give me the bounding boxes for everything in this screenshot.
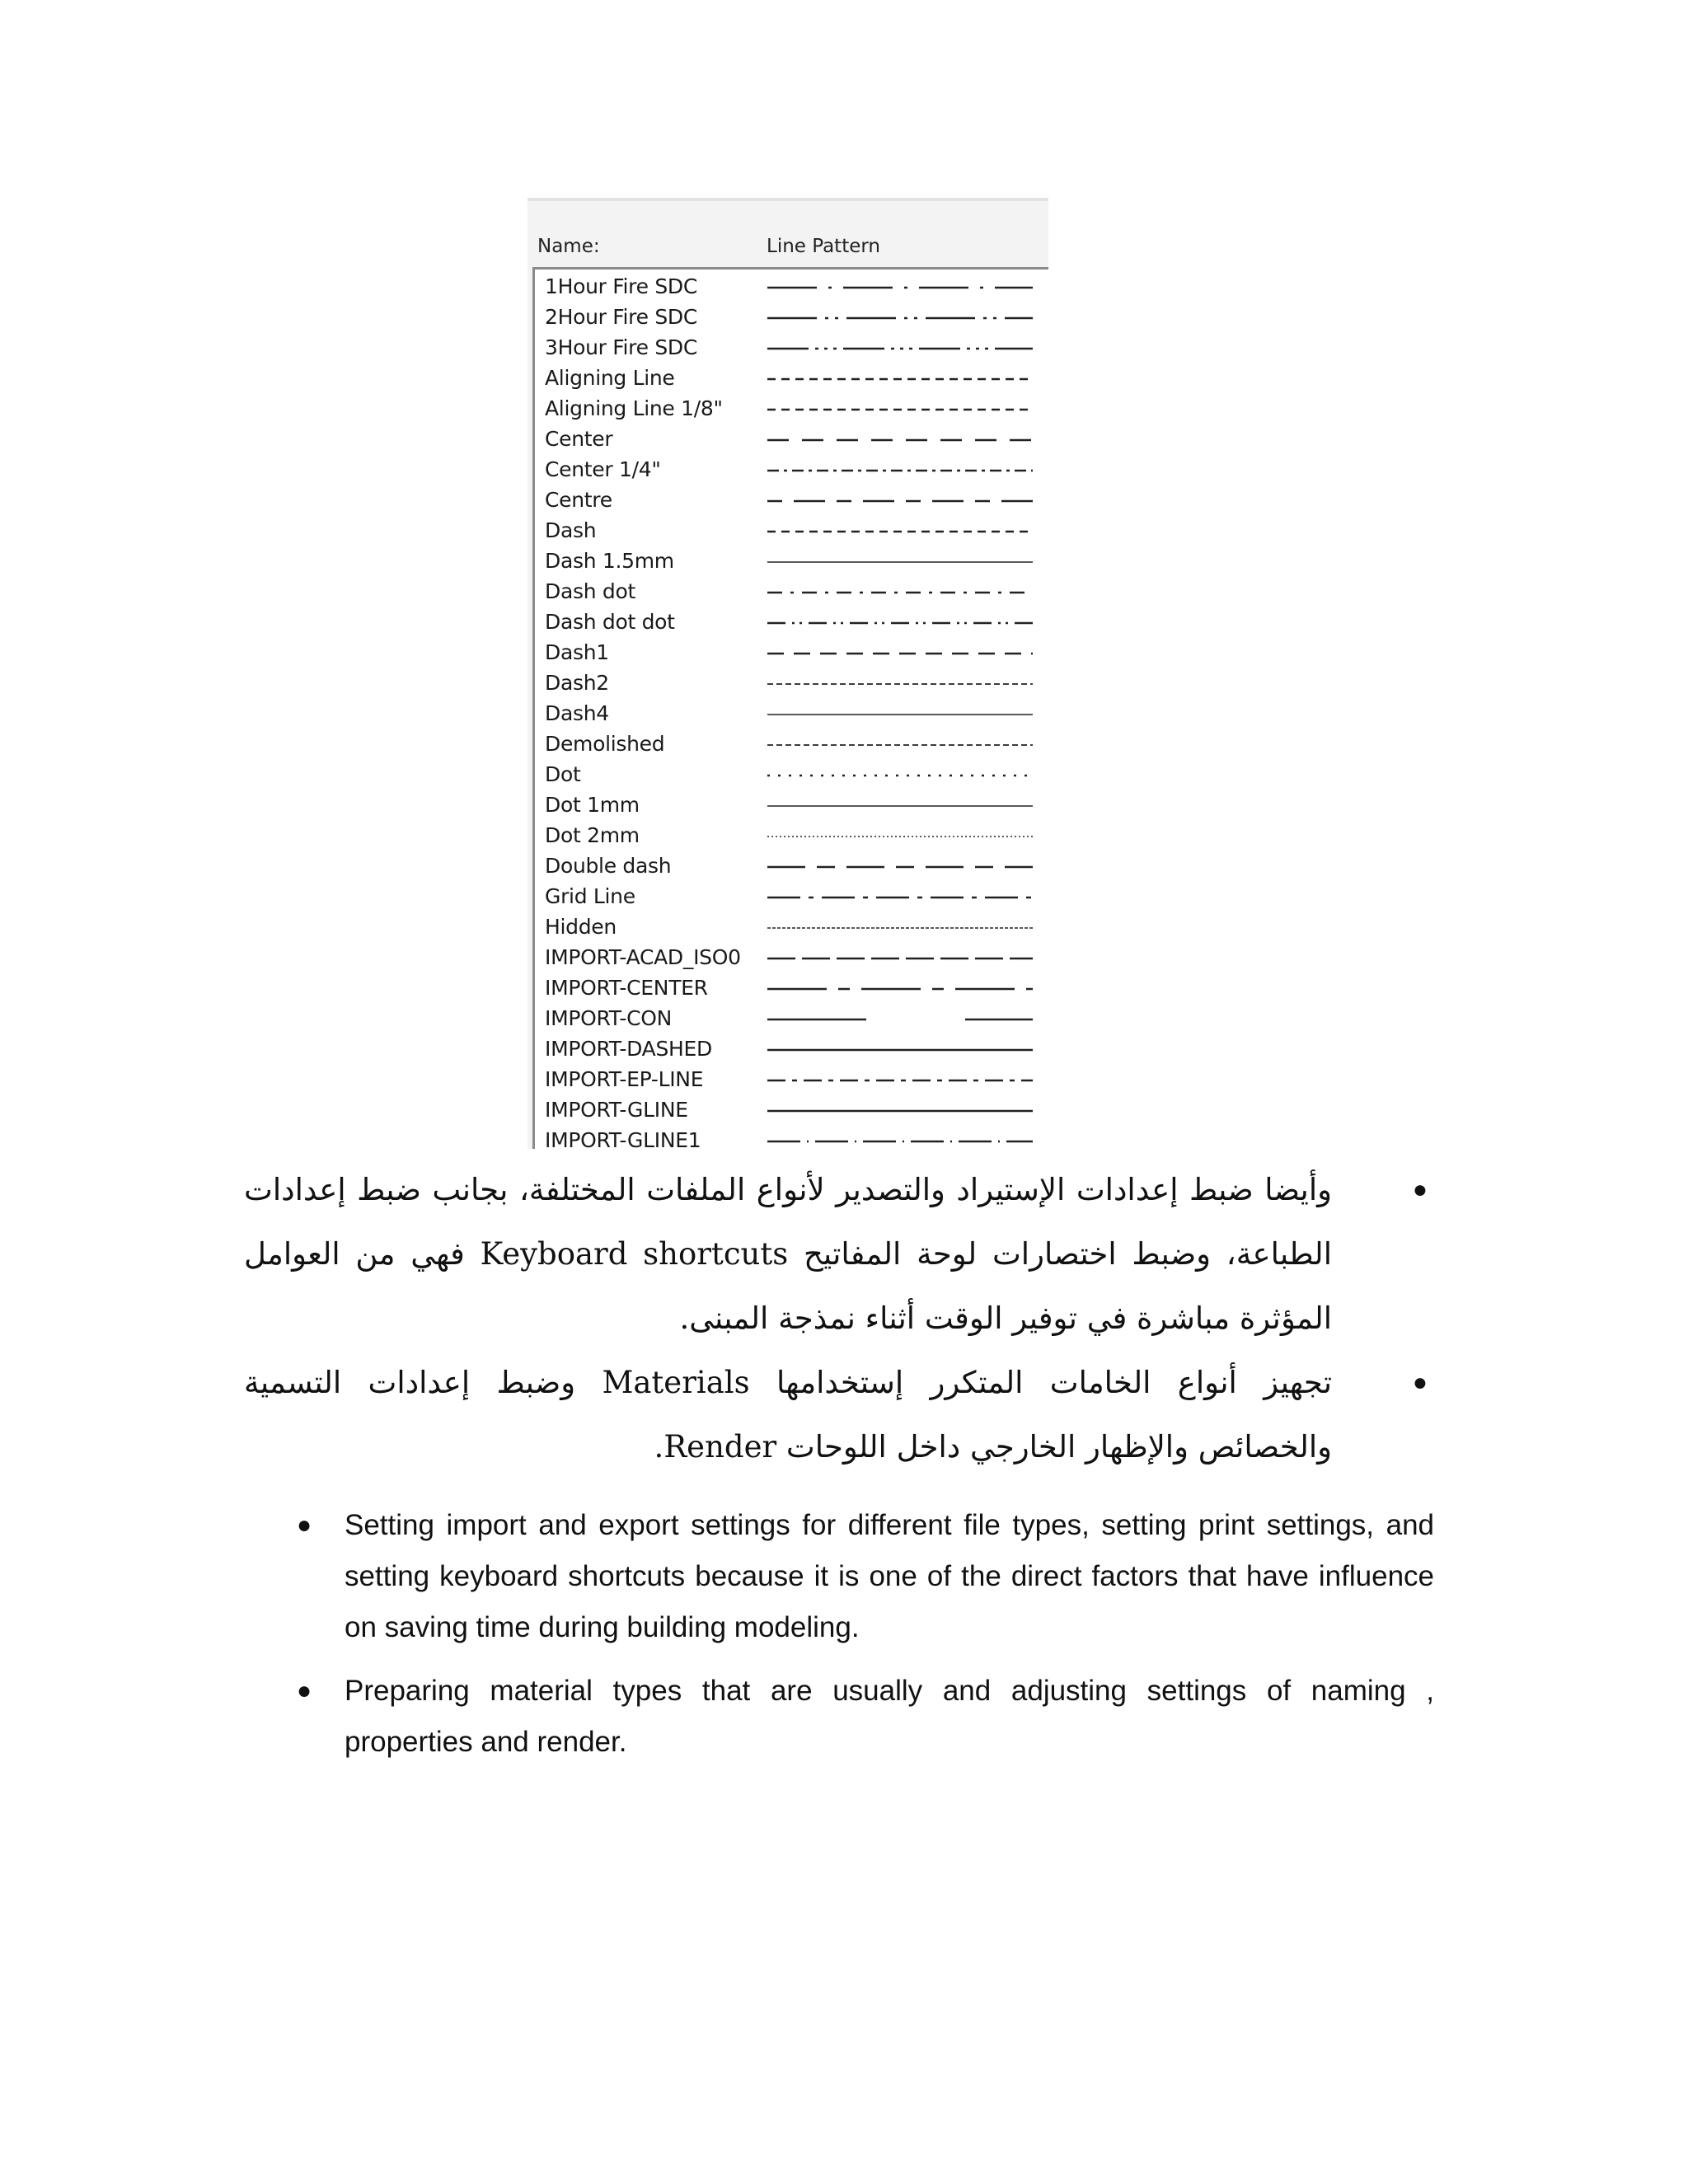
line-pattern-preview [766,883,1038,913]
line-pattern-row[interactable] [535,1127,1048,1149]
line-pattern-name: Dot 1mm [545,793,640,817]
line-pattern-row[interactable] [535,1066,1048,1096]
column-header-line-pattern[interactable]: Line Pattern [767,236,880,257]
line-pattern-preview [766,700,1038,730]
line-pattern-preview [766,608,1038,639]
line-pattern-name: Dash dot dot [545,610,675,634]
line-pattern-name: Centre [545,488,612,512]
line-pattern-row[interactable] [535,395,1048,425]
line-pattern-name: Hidden [545,915,617,939]
arabic-bullet-item [244,1351,1428,1479]
line-pattern-row[interactable] [535,486,1048,517]
list-header [528,236,1048,260]
line-patterns-dialog [528,198,1048,1149]
line-pattern-name: IMPORT-EP-LINE [545,1067,704,1091]
line-pattern-preview [766,1035,1038,1066]
line-pattern-preview [766,395,1038,425]
line-pattern-row[interactable] [535,608,1048,639]
line-pattern-row[interactable] [535,883,1048,913]
line-pattern-row[interactable] [535,639,1048,669]
line-pattern-preview [766,639,1038,669]
line-pattern-name: Dash dot [545,579,635,603]
line-pattern-preview [766,517,1038,547]
line-pattern-row[interactable] [535,944,1048,974]
line-pattern-name: Dash4 [545,701,609,725]
line-pattern-name: Demolished [545,732,665,756]
line-pattern-preview [766,486,1038,517]
line-pattern-row[interactable] [535,791,1048,822]
line-pattern-preview [766,791,1038,822]
line-pattern-preview [766,913,1038,944]
line-pattern-row[interactable] [535,425,1048,456]
line-pattern-preview [766,822,1038,852]
line-pattern-preview [766,1127,1038,1149]
bullet-icon: ● [297,1677,312,1704]
line-pattern-row[interactable] [535,364,1048,395]
line-pattern-name: Dash [545,518,597,542]
line-pattern-name: Dash1 [545,640,609,664]
line-pattern-name: Aligning Line 1/8" [545,396,723,420]
line-pattern-preview [766,334,1038,364]
bullet-icon: ● [1412,1369,1428,1396]
line-pattern-preview [766,730,1038,761]
line-pattern-row[interactable] [535,303,1048,334]
line-pattern-name: 2Hour Fire SDC [545,305,698,329]
line-pattern-name: IMPORT-GLINE [545,1098,688,1122]
line-pattern-preview [766,944,1038,974]
arabic-paragraph: وأيضا ضبط إعدادات الإستيراد والتصدير لأنواع الملفات المختلفة، بجانب ضبط إعدادات الطباعة، وضبط اختصارات لوحة المفاتيح Keyboard shortcuts فهي من العوامل المؤثرة مباشرة في توفير الوقت أثناء نمذجة المبنى. [244,1172,1332,1336]
line-pattern-row[interactable] [535,761,1048,791]
line-pattern-row[interactable] [535,974,1048,1005]
english-bullet-item [297,1500,1434,1653]
line-pattern-name: IMPORT-GLINE1 [545,1128,701,1149]
line-pattern-name: 3Hour Fire SDC [545,335,698,359]
line-pattern-preview [766,669,1038,700]
line-pattern-preview [766,364,1038,395]
line-pattern-preview [766,1066,1038,1096]
line-pattern-preview [766,1096,1038,1127]
english-bullet-item [297,1666,1434,1768]
line-pattern-name: Dot 2mm [545,823,640,847]
column-header-name[interactable]: Name: [537,236,600,257]
line-pattern-row[interactable] [535,700,1048,730]
line-pattern-row[interactable] [535,578,1048,608]
line-pattern-row[interactable] [535,852,1048,883]
english-paragraph: Preparing material types that are usually and adjusting settings of naming , properties and render. [345,1675,1434,1758]
line-pattern-preview [766,303,1038,334]
line-pattern-preview [766,456,1038,486]
line-pattern-name: IMPORT-DASHED [545,1037,712,1061]
line-pattern-row[interactable] [535,334,1048,364]
line-pattern-row[interactable] [535,1005,1048,1035]
line-pattern-preview [766,761,1038,791]
line-pattern-preview [766,578,1038,608]
line-pattern-name: Double dash [545,854,672,878]
line-pattern-preview [766,852,1038,883]
arabic-bullet-item [244,1158,1428,1351]
line-pattern-preview [766,547,1038,578]
line-pattern-row[interactable] [535,1035,1048,1066]
line-pattern-row[interactable] [535,1096,1048,1127]
line-pattern-row[interactable] [535,456,1048,486]
line-pattern-row[interactable] [535,669,1048,700]
arabic-bullet-list [244,1158,1428,1479]
line-pattern-name: Dash 1.5mm [545,549,674,573]
line-pattern-preview [766,1005,1038,1035]
bullet-icon: ● [1412,1176,1428,1203]
english-bullet-list [297,1500,1434,1780]
line-pattern-row[interactable] [535,547,1048,578]
line-pattern-name: Grid Line [545,884,635,908]
line-pattern-preview [766,425,1038,456]
arabic-paragraph: تجهيز أنواع الخامات المتكرر إستخدامها Materials وضبط إعدادات التسمية والخصائص والإظهار الخارجي داخل اللوحات Render. [244,1365,1333,1465]
line-pattern-name: IMPORT-ACAD_ISO0 [545,945,741,969]
line-pattern-row[interactable] [535,273,1048,303]
line-pattern-preview [766,974,1038,1005]
line-pattern-name: Center [545,427,613,451]
line-pattern-preview [766,273,1038,303]
line-pattern-name: Dash2 [545,671,609,695]
line-pattern-name: Dot [545,762,581,786]
line-pattern-name: IMPORT-CENTER [545,976,708,1000]
line-pattern-name: Center 1/4" [545,457,661,481]
line-pattern-row[interactable] [535,913,1048,944]
line-pattern-row[interactable] [535,517,1048,547]
line-pattern-row[interactable] [535,730,1048,761]
line-pattern-name: 1Hour Fire SDC [545,274,698,298]
line-pattern-name: Aligning Line [545,366,675,390]
line-pattern-name: IMPORT-CON [545,1006,673,1030]
bullet-icon: ● [297,1511,312,1539]
line-pattern-list[interactable] [532,267,1048,1149]
english-paragraph: Setting import and export settings for different file types, setting print settings, and setting keyboard shortcuts because it is one of the direct factors that have influence on saving time during building modeling. [345,1509,1434,1643]
line-pattern-row[interactable] [535,822,1048,852]
